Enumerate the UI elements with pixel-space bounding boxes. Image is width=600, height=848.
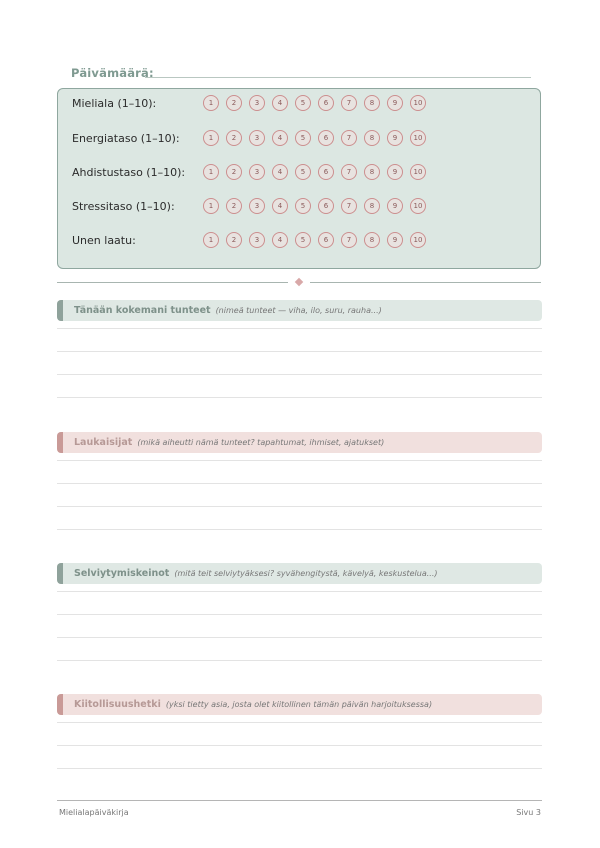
rating-option-4[interactable]: 4 [272,130,288,146]
section-gratitude [57,694,542,715]
section-accent [57,563,63,584]
rating-option-4[interactable]: 4 [272,232,288,248]
ratings-panel [57,88,541,269]
rating-label: Energiataso (1–10): [72,132,180,145]
write-line[interactable] [57,397,542,398]
write-line[interactable] [57,351,542,352]
write-line[interactable] [57,768,542,769]
rating-option-4[interactable]: 4 [272,95,288,111]
section-accent [57,300,63,321]
rating-row-anxiety [72,163,532,183]
divider-diamond-icon [295,278,303,286]
rating-row-stress [72,197,532,217]
rating-option-8[interactable]: 8 [364,232,380,248]
footer-title: Mielialapäiväkirja [59,808,129,817]
section-accent [57,432,63,453]
write-line[interactable] [57,614,542,615]
section-hint: (mikä aiheutti nämä tunteet? tapahtumat, ihmiset, ajatukset) [137,438,385,447]
rating-option-5[interactable]: 5 [295,198,311,214]
section-title [74,305,382,316]
rating-option-7[interactable]: 7 [341,232,357,248]
rating-label: Stressitaso (1–10): [72,200,175,213]
rating-option-6[interactable]: 6 [318,198,334,214]
section-coping [57,563,542,584]
date-label: Päivämäärä: [71,66,154,80]
rating-option-6[interactable]: 6 [318,164,334,180]
write-line[interactable] [57,591,542,592]
rating-option-1[interactable]: 1 [203,232,219,248]
write-line[interactable] [57,745,542,746]
rating-option-1[interactable]: 1 [203,130,219,146]
rating-option-1[interactable]: 1 [203,95,219,111]
section-header [57,432,542,453]
date-field[interactable] [71,62,531,80]
rating-option-10[interactable]: 10 [410,232,426,248]
rating-option-3[interactable]: 3 [249,95,265,111]
date-write-line[interactable] [145,77,531,78]
page-number: Sivu 3 [516,808,541,817]
rating-option-4[interactable]: 4 [272,164,288,180]
section-hint: (mitä teit selviytyäksesi? syvähengitystä, kävelyä, keskustelua...) [174,569,438,578]
footer-rule [57,800,542,801]
rating-option-8[interactable]: 8 [364,164,380,180]
rating-option-9[interactable]: 9 [387,164,403,180]
section-emotions [57,300,542,321]
rating-option-5[interactable]: 5 [295,130,311,146]
write-line[interactable] [57,483,542,484]
section-title-text: Selviytymiskeinot [74,568,170,579]
rating-option-3[interactable]: 3 [249,198,265,214]
write-line[interactable] [57,722,542,723]
rating-option-6[interactable]: 6 [318,130,334,146]
rating-option-7[interactable]: 7 [341,130,357,146]
rating-option-2[interactable]: 2 [226,130,242,146]
rating-option-8[interactable]: 8 [364,95,380,111]
write-line[interactable] [57,637,542,638]
rating-option-7[interactable]: 7 [341,95,357,111]
rating-label: Unen laatu: [72,234,136,247]
section-title-text: Laukaisijat [74,437,133,448]
rating-option-5[interactable]: 5 [295,95,311,111]
rating-option-2[interactable]: 2 [226,95,242,111]
rating-option-8[interactable]: 8 [364,198,380,214]
rating-option-3[interactable]: 3 [249,130,265,146]
rating-row-mood [72,94,532,114]
section-hint: (nimeä tunteet — viha, ilo, suru, rauha...) [215,306,382,315]
rating-option-5[interactable]: 5 [295,232,311,248]
section-title [74,568,438,579]
section-header [57,694,542,715]
divider-line-left [57,282,288,283]
section-accent [57,694,63,715]
rating-label: Mieliala (1–10): [72,97,157,110]
rating-row-energy [72,129,532,149]
rating-option-3[interactable]: 3 [249,232,265,248]
rating-option-6[interactable]: 6 [318,232,334,248]
rating-option-5[interactable]: 5 [295,164,311,180]
write-line[interactable] [57,460,542,461]
rating-option-2[interactable]: 2 [226,198,242,214]
rating-option-10[interactable]: 10 [410,130,426,146]
rating-option-4[interactable]: 4 [272,198,288,214]
section-header [57,300,542,321]
section-triggers [57,432,542,453]
rating-option-3[interactable]: 3 [249,164,265,180]
section-title-text: Tänään kokemani tunteet [74,305,211,316]
rating-row-sleep [72,231,532,251]
rating-option-7[interactable]: 7 [341,198,357,214]
rating-option-2[interactable]: 2 [226,232,242,248]
rating-option-8[interactable]: 8 [364,130,380,146]
section-title [74,437,384,448]
write-line[interactable] [57,529,542,530]
write-line[interactable] [57,660,542,661]
section-title-text: Kiitollisuushetki [74,699,161,710]
rating-label: Ahdistustaso (1–10): [72,166,186,179]
rating-option-9[interactable]: 9 [387,232,403,248]
rating-option-10[interactable]: 10 [410,198,426,214]
divider-line-right [310,282,541,283]
rating-option-7[interactable]: 7 [341,164,357,180]
section-hint: (yksi tietty asia, josta olet kiitollinen tämän päivän harjoituksessa) [165,700,433,709]
rating-option-9[interactable]: 9 [387,95,403,111]
rating-option-2[interactable]: 2 [226,164,242,180]
write-line[interactable] [57,374,542,375]
rating-option-9[interactable]: 9 [387,130,403,146]
write-line[interactable] [57,506,542,507]
rating-option-10[interactable]: 10 [410,164,426,180]
rating-option-1[interactable]: 1 [203,198,219,214]
section-header [57,563,542,584]
rating-option-6[interactable]: 6 [318,95,334,111]
write-line[interactable] [57,328,542,329]
rating-option-9[interactable]: 9 [387,198,403,214]
rating-option-1[interactable]: 1 [203,164,219,180]
rating-option-10[interactable]: 10 [410,95,426,111]
section-title [74,699,432,710]
